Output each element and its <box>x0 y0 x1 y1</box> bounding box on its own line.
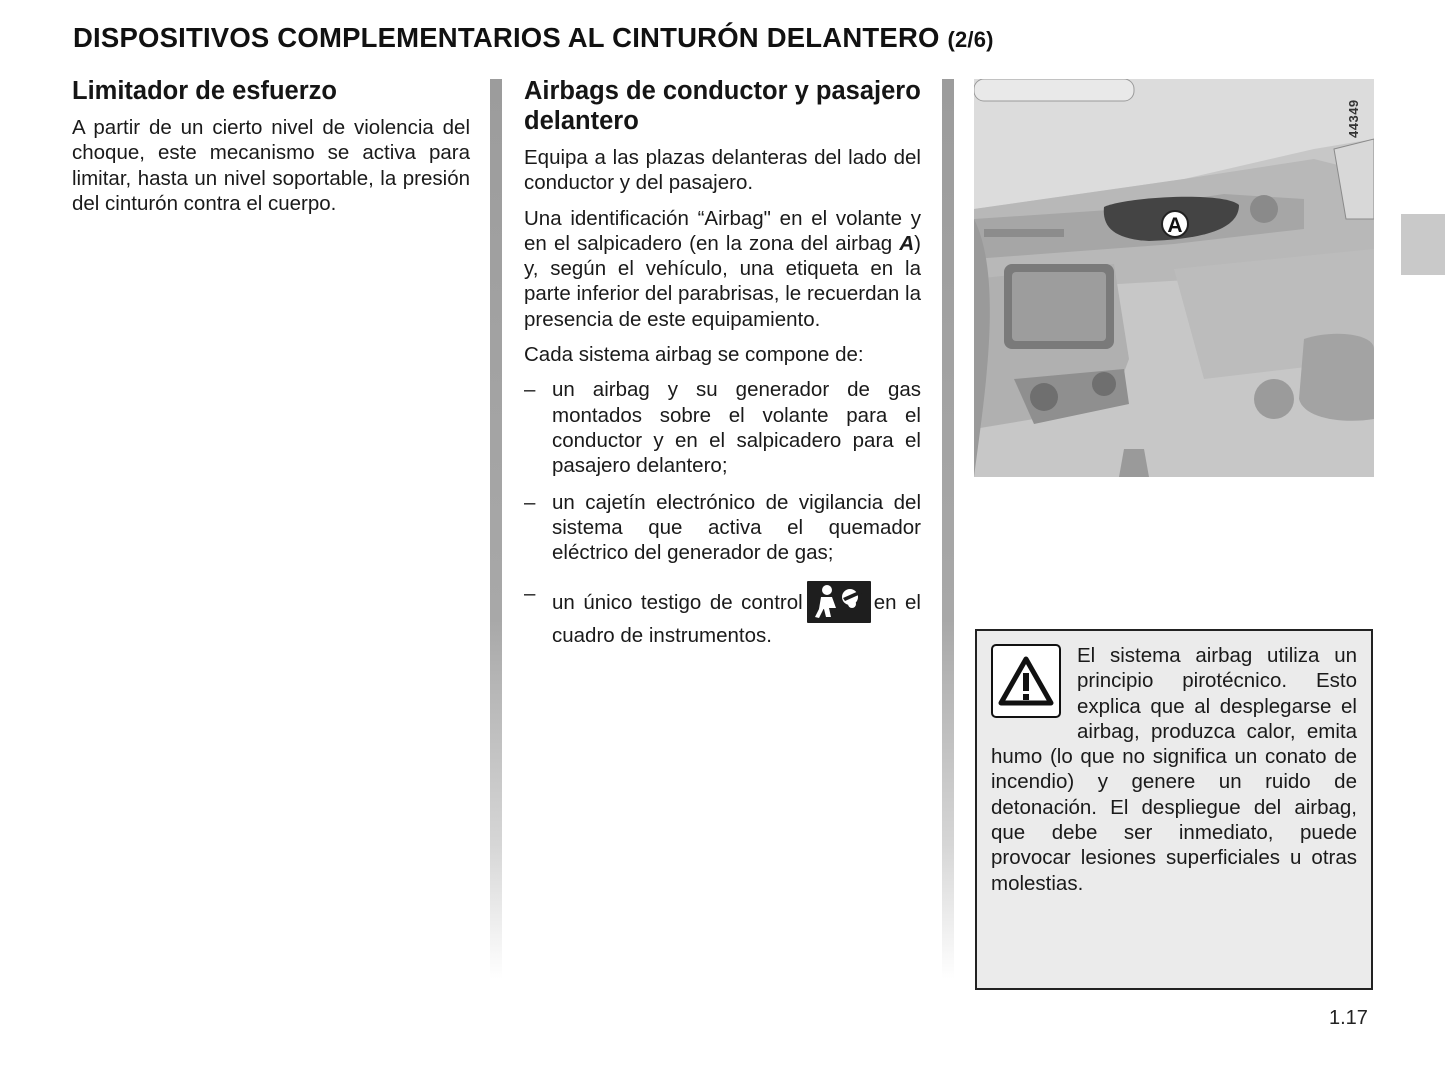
column-separator <box>490 79 502 979</box>
warning-text: El sistema airbag utiliza un principio pirotécnico. Esto explica que al desplegarse el airbag, produzca calor, emita humo (lo que no significa un conato de incendio) y genere un ruido de detonación. El despliegue del airbag, que debe ser inmediato, puede provocar lesiones superficiales u otras molestias. <box>991 644 1357 895</box>
figure-reference-number: 44349 <box>1346 99 1361 138</box>
paragraph-equipa: Equipa a las plazas delanteras del lado del conductor y del pasajero. <box>524 146 921 195</box>
list-dash: – <box>524 490 536 514</box>
zone-ref-a: A <box>899 231 915 255</box>
paragraph-identificacion <box>524 206 921 332</box>
page-number: 1.17 <box>1329 1007 1368 1029</box>
identificacion-text-2: ) y, según el vehículo, una etiqueta en la parte inferior del parabrisas, le recuerdan la presencia de este equipamiento. <box>524 231 921 331</box>
list-dash: – <box>524 582 536 606</box>
airbag-warning-light-icon <box>807 581 871 623</box>
paragraph-compone: Cada sistema airbag se compone de: <box>524 343 864 367</box>
page-part: (2/6) <box>947 27 994 52</box>
column-separator <box>942 79 954 979</box>
column-limitador <box>72 76 470 226</box>
page-title-text: DISPOSITIVOS COMPLEMENTARIOS AL CINTURÓN DELANTERO <box>73 22 940 53</box>
warning-triangle-icon <box>991 644 1061 718</box>
list-dash: – <box>524 378 536 402</box>
list-item <box>524 377 921 478</box>
text-limitador: A partir de un cierto nivel de violencia del choque, este mecanismo se activa para limitar, hasta un nivel soportable, la presión del cinturón contra el cuerpo. <box>72 116 470 215</box>
list-item <box>524 490 921 566</box>
list-item <box>524 581 921 648</box>
list-item-text: un único testigo de control <box>552 591 803 615</box>
page-title <box>73 22 994 54</box>
list-item-text: en el cuadro de instrumentos. <box>552 591 921 648</box>
warning-box <box>975 629 1373 990</box>
heading-airbags: Airbags de conductor y pasajero delantero <box>524 77 921 135</box>
section-tab <box>1401 214 1445 275</box>
column-airbags <box>524 76 921 660</box>
identificacion-text-1: Una identificación “Airbag" en el volante y en el salpicadero (en la zona del airbag <box>524 206 921 255</box>
dashboard-illustration <box>974 79 1374 477</box>
heading-limitador: Limitador de esfuerzo <box>72 77 337 105</box>
list-item-text: un airbag y su generador de gas montados sobre el volante para el conductor y en el salpicadero para el pasajero delantero; <box>552 378 921 478</box>
figure-label-a: A <box>1167 214 1183 237</box>
components-list <box>524 377 921 648</box>
list-item-text: un cajetín electrónico de vigilancia del sistema que activa el quemador eléctrico del generador de gas; <box>552 490 921 565</box>
